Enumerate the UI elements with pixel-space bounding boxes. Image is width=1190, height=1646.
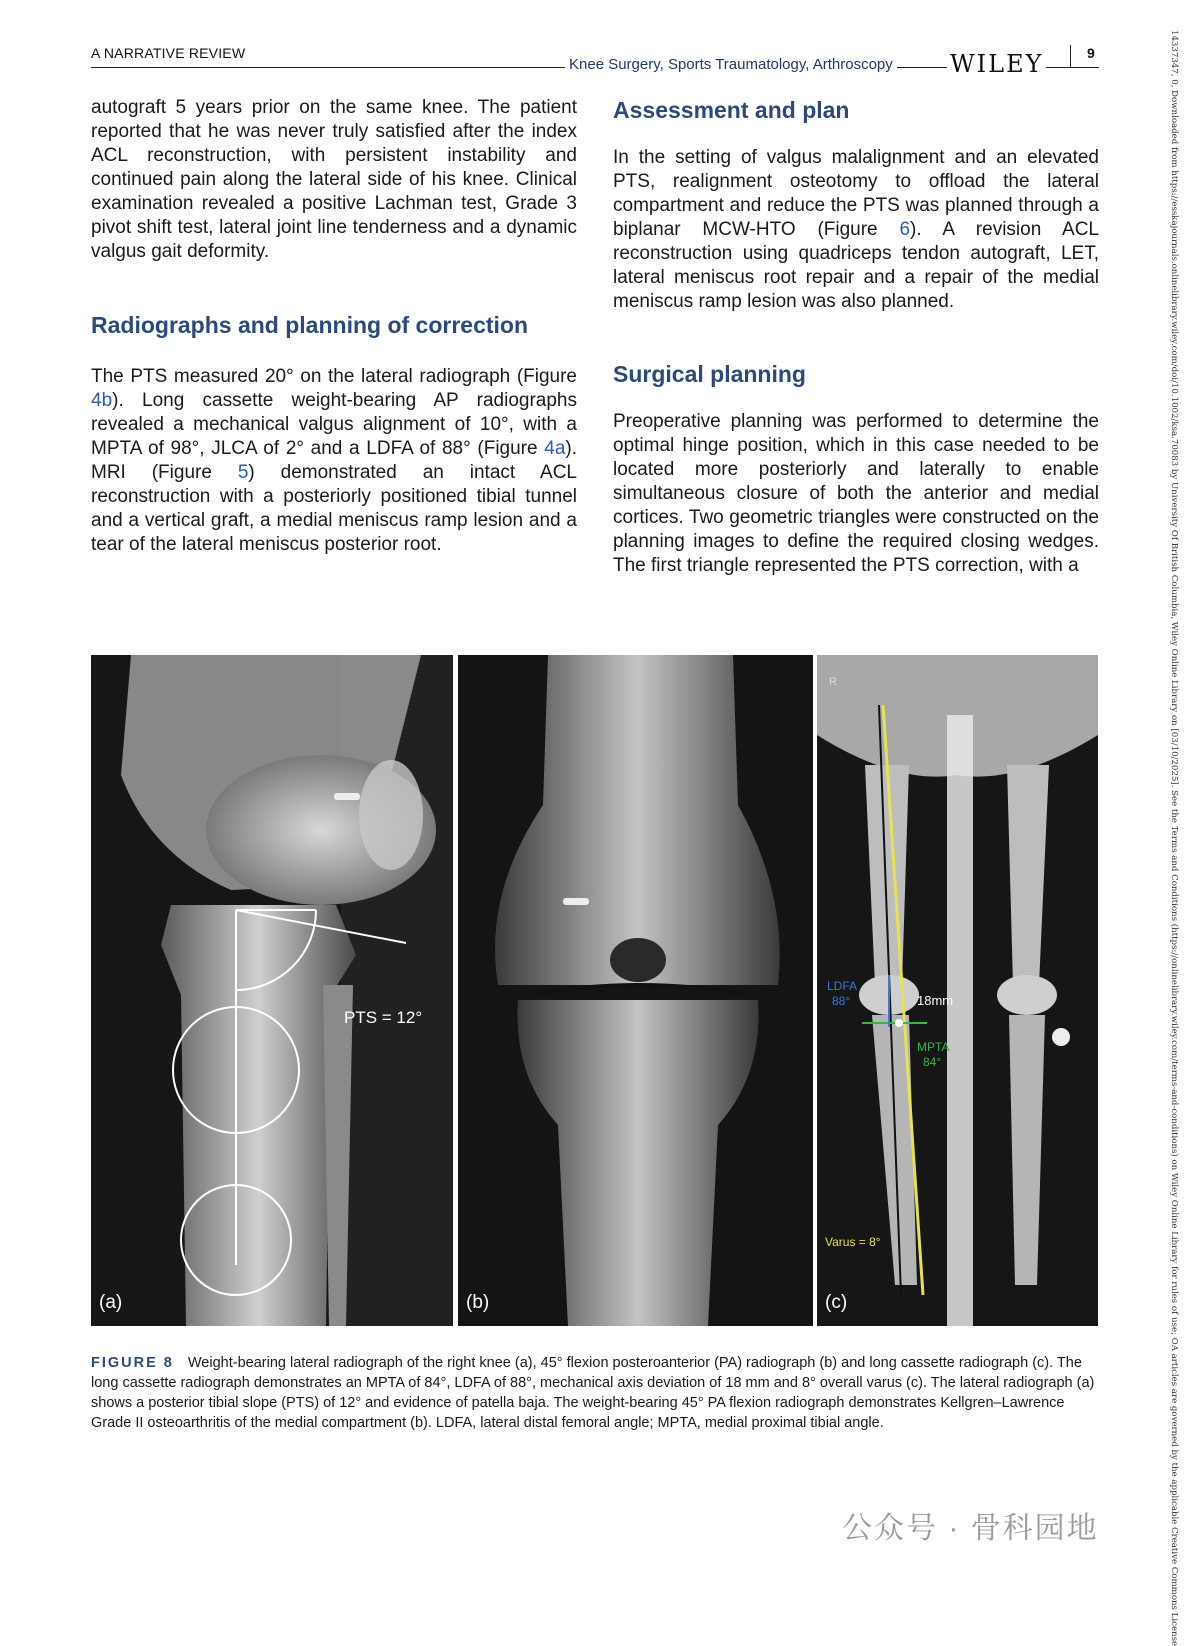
page-number: 9 <box>1087 45 1095 61</box>
journal-title[interactable]: Knee Surgery, Sports Traumatology, Arthroscopy <box>565 56 897 73</box>
panel-b-label: (b) <box>466 1292 490 1313</box>
figure-link-4b[interactable]: 4b <box>91 390 113 411</box>
pa-knee-xray <box>458 655 813 1326</box>
left-column <box>91 96 577 557</box>
deviation-label: 18mm <box>917 993 954 1008</box>
figure-link-6[interactable]: 6 <box>899 219 911 240</box>
mpta-value: 84° <box>923 1055 942 1069</box>
figure-link-4a[interactable]: 4a <box>544 438 566 459</box>
page-number-divider <box>1070 45 1071 67</box>
text-run: The PTS measured 20° on the lateral radiograph (Figure <box>91 366 577 387</box>
right-paragraph-2: Preoperative planning was performed to determine the optimal hinge position, which in this case needed to be located more posteriorly and laterally to enable simultaneous closure of both the anterior and medial cortices. Two geometric triangles were constructed on the planning images to define the required closing wedges. The first triangle represented the PTS correction, with a <box>613 411 1099 576</box>
running-head-section: A NARRATIVE REVIEW <box>91 45 246 61</box>
calibration-ball <box>1052 1028 1070 1046</box>
left-paragraph-1: autograft 5 years prior on the same knee. The patient reported that he was never truly satisfied after the index ACL reconstruction, with persistent instability and continued pain along the lateral side of his knee. Clinical examination revealed a positive Lachman test, Grade 3 pivot shift test, lateral joint line tenderness and a dynamic valgus gait deformity. <box>91 97 577 262</box>
ldfa-label: LDFA <box>827 979 858 993</box>
figure-label: FIGURE 8 <box>91 1355 174 1371</box>
figure-8 <box>91 655 1098 1326</box>
patella <box>359 760 423 870</box>
figure-caption <box>91 1353 1099 1433</box>
implant-staple <box>563 898 589 905</box>
right-column <box>613 96 1099 578</box>
right-paragraph-1 <box>613 146 1099 314</box>
measuring-ruler <box>947 715 973 1326</box>
left-knee <box>997 975 1057 1015</box>
long-leg-xray <box>817 655 1098 1326</box>
side-marker-r: R <box>829 676 837 688</box>
pts-measurement-label: PTS = 12° <box>344 1008 423 1027</box>
panel-a-lateral-radiograph[interactable] <box>91 655 453 1326</box>
panel-c-label: (c) <box>825 1292 848 1313</box>
text-run: ). A revision ACL reconstruction using quadriceps tendon autograft, LET, lateral meniscus root repair and a repair of the medial meniscus ramp lesion was also planned. <box>613 219 1099 312</box>
download-notice-text: 14337347, 0, Downloaded from https://esskajournals.onlinelibrary.wiley.com/doi/10.1002/ksa.70083 by University Of British Columbia, Wiley Online Library on [03/10/2025]. See the Terms and Conditions (https://onlinelibrary.wiley.com/terms-and-conditions) on Wiley Online Library for rules of use; OA articles are governed by the applicable Creative Commons License <box>1169 30 1179 1646</box>
download-notice <box>1167 30 1179 1646</box>
varus-label: Varus = 8° <box>825 1235 881 1249</box>
panel-a-label: (a) <box>99 1292 123 1313</box>
figure-link-5[interactable]: 5 <box>237 462 249 483</box>
text-run: ). MRI (Figure <box>91 438 577 483</box>
watermark: 公众号 · 骨科园地 <box>842 1512 1099 1545</box>
mpta-label: MPTA <box>917 1040 950 1054</box>
heading-surgical-planning: Surgical planning <box>613 361 806 387</box>
heading-assessment: Assessment and plan <box>613 97 850 123</box>
lateral-knee-xray <box>91 655 453 1326</box>
text-run: In the setting of valgus malalignment and an elevated PTS, realignment osteotomy to offload the lateral compartment and reduce the PTS was planned through a biplanar MCW-HTO (Figure <box>613 147 1099 240</box>
text-run: ). Long cassette weight-bearing AP radiographs revealed a mechanical valgus alignment of 10°, with a MPTA of 98°, JLCA of 2° and a LDFA of 88° (Figure <box>91 390 577 459</box>
publisher-logo: WILEY <box>947 50 1046 78</box>
text-run: ) demonstrated an intact ACL reconstruction with a posteriorly positioned tibial tunnel and a vertical graft, a medial meniscus ramp lesion and a tear of the lateral meniscus posterior root. <box>91 462 577 555</box>
panel-c-long-cassette[interactable] <box>817 655 1098 1326</box>
intercondylar-notch <box>610 938 666 982</box>
caption-text: Weight-bearing lateral radiograph of the right knee (a), 45° flexion posteroanterior (PA) radiograph (b) and long cassette radiograph (c). The long cassette radiograph demonstrates an MPTA of 84°, LDFA of 88°, mechanical axis deviation of 18 mm and 8° overall varus (c). The lateral radiograph (a) shows a posterior tibial slope (PTS) of 12° and evidence of patella baja. The weight-bearing 45° PA flexion radiograph demonstrates Kellgren–Lawrence Grade II osteoarthritis of the medial compartment (b). LDFA, lateral distal femoral angle; MPTA, medial proximal tibial angle. <box>91 1355 1095 1431</box>
left-paragraph-2 <box>91 365 577 557</box>
implant-staple <box>334 793 360 800</box>
deviation-marker <box>895 1019 903 1027</box>
panel-b-pa-radiograph[interactable] <box>458 655 813 1326</box>
ldfa-value: 88° <box>832 994 851 1008</box>
heading-radiographs: Radiographs and planning of correction <box>91 312 529 338</box>
